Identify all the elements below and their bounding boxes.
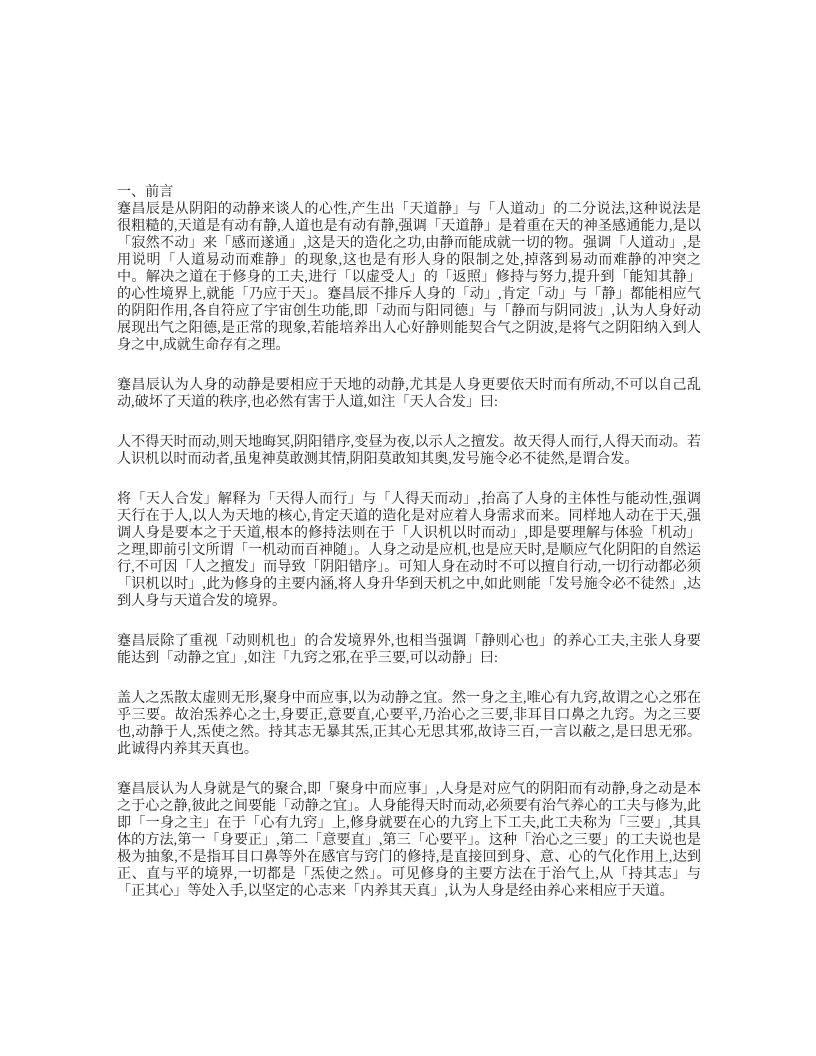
quote-paragraph-1: 人不得天时而动,则天地晦冥,阴阳错序,变昼为夜,以示人之擅发。故天得人而行,人得天而动。若人识机以时而动者,虽鬼神莫敢测其情,阴阳莫敢知其奥,发号施令必不徒然,是谓合发。 [117, 434, 701, 467]
body-paragraph-4: 蹇昌辰除了重视「动则机也」的合发境界外,也相当强调「静则心也」的养心工夫,主张人身要能达到「动静之宜」,如注「九窍之邪,在乎三要,可以动静」曰: [117, 633, 701, 666]
quote-paragraph-2: 盖人之炁散太虚则无形,聚身中而应事,以为动静之宜。然一身之主,唯心有九窍,故谓之心之邪在乎三要。故治炁养心之士,身要正,意要直,心要平,乃治心之三要,非耳目口鼻之九窍。为之三要也,动静于人,炁使之然。持其志无暴其炁,正其心无思其邪,故诗三百,一言以蔽之,是曰思无邪。此诚得内养其天真也。 [117, 690, 701, 757]
body-paragraph-2: 蹇昌辰认为人身的动静是要相应于天地的动静,尤其是人身更要依天时而有所动,不可以自己乱动,破坏了天道的秩序,也必然有害于人道,如注「天人合发」曰: [117, 377, 701, 410]
body-paragraph-3: 将「天人合发」解释为「天得人而行」与「人得天而动」,抬高了人身的主体性与能动性,强调天行在于人,以人为天地的核心,肯定天道的造化是对应着人身需求而来。同样地人动在于天,强调人身是要本之于天道,根本的修持法则在于「人识机以时而动」,即是要理解与体验「机动」之理,即前引文所谓「一机动而百神随」。人身之动是应机,也是应天时,是顺应气化阴阳的自然运行,不可因「人之擅发」而导致「阴阳错序」。可知人身在动时不可以擅自行动,一切行动都必须「识机以时」,此为修身的主要内涵,将人身升华到天机之中,如此则能「发号施令必不徒然」,达到人身与天道合发的境界。 [117, 491, 701, 609]
section-heading: 一、前言 [117, 184, 174, 200]
body-paragraph-5: 蹇昌辰认为人身就是气的聚合,即「聚身中而应事」,人身是对应气的阴阳而有动静,身之动是本之于心之静,彼此之间要能「动静之宜」。人身能得天时而动,必须要有治气养心的工夫与修为,此即「一身之主」在于「心有九窍」上,修身就要在心的九窍上下工夫,此工夫称为「三要」,其具体的方法,第一「身要正」,第二「意要直」,第三「心要平」。这种「治心之三要」的工夫说也是极为抽象,不是指耳目口鼻等外在感官与窍门的修持,是直接回到身、意、心的气化作用上,达到正、直与平的境界,一切都是「炁使之然」。可见修身的主要方法在于治气上,从「持其志」与「正其心」等处入手,以坚定的心志来「内养其天真」,认为人身是经由养心来相应于天道。 [117, 781, 701, 899]
body-paragraph-1: 蹇昌辰是从阴阳的动静来谈人的心性,产生出「天道静」与「人道动」的二分说法,这种说法是很粗糙的,天道是有动有静,人道也是有动有静,强调「天道静」是着重在天的神圣感通能力,是以「寂然不动」来「感而遂通」,这是天的造化之功,由静而能成就一切的物。强调「人道动」,是用说明「人道易动而难静」的现象,这也是有形人身的限制之处,掉落到易动而难静的冲突之中。解决之道在于修身的工夫,进行「以虚受人」的「返照」修持与努力,提升到「能知其静」的心性境界上,就能「乃应于天」。蹇昌辰不排斥人身的「动」,肯定「动」与「静」都能相应气的阴阳作用,各自符应了宇宙创生功能,即「动而与阳同德」与「静而与阴同波」,认为人身好动展现出气之阳德,是正常的现象,若能培养出人心好静则能契合气之阴波,是将气之阴阳纳入到人身之中,成就生命存有之理。 [117, 201, 701, 353]
document-content [117, 184, 701, 900]
